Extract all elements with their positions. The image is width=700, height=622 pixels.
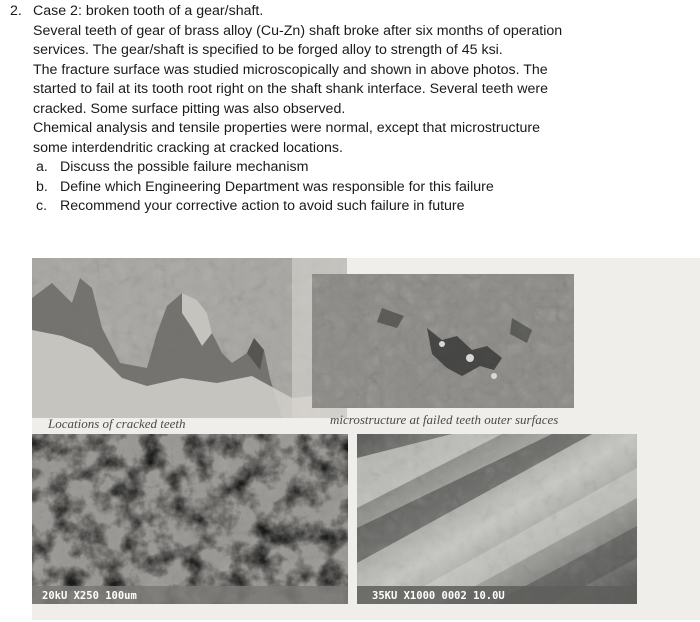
photo-composite (32, 258, 700, 620)
subquestion-b-text: Define which Engineering Department was responsible for this failure (60, 178, 494, 195)
cracked-teeth-photo (32, 258, 347, 418)
caption-right: microstructure at failed teeth outer surfaces (330, 412, 559, 427)
body-line: started to fail at its tooth root right on the shaft shank interface. Several teeth were (33, 81, 548, 97)
body-line: Several teeth of gear of brass alloy (Cu-Zn) shaft broke after six months of operation (33, 22, 563, 39)
body-line: cracked. Some surface pitting was also observed. (33, 100, 346, 117)
question-number: 2. (10, 3, 22, 19)
fracture-striation-photo (357, 434, 637, 604)
body-line: The fracture surface was studied microscopically and shown in above photos. The (33, 61, 548, 78)
surface-microstructure-photo (312, 274, 574, 408)
subquestion-b-label: b. (36, 178, 48, 195)
sem-label-right: 35KU X1000 0002 10.0U (372, 590, 505, 602)
failure-photos-panel (32, 258, 700, 620)
subquestion-c-text: Recommend your corrective action to avoid such failure in future (60, 198, 465, 214)
body-line: Chemical analysis and tensile properties were normal, except that microstructure (33, 120, 541, 136)
sem-label-left: 20kU X250 100um (42, 590, 137, 602)
question-title: Case 2: broken tooth of a gear/shaft. (33, 3, 264, 19)
subquestion-c-label: c. (36, 198, 48, 214)
subquestion-a-label: a. (36, 159, 48, 175)
body-line: some interdendritic cracking at cracked locations. (33, 139, 343, 156)
interdendritic-sem-photo (32, 434, 348, 604)
caption-left: Locations of cracked teeth (48, 416, 186, 431)
body-line: services. The gear/shaft is specified to be forged alloy to strength of 45 ksi. (33, 42, 503, 58)
subquestion-a-text: Discuss the possible failure mechanism (60, 159, 309, 175)
